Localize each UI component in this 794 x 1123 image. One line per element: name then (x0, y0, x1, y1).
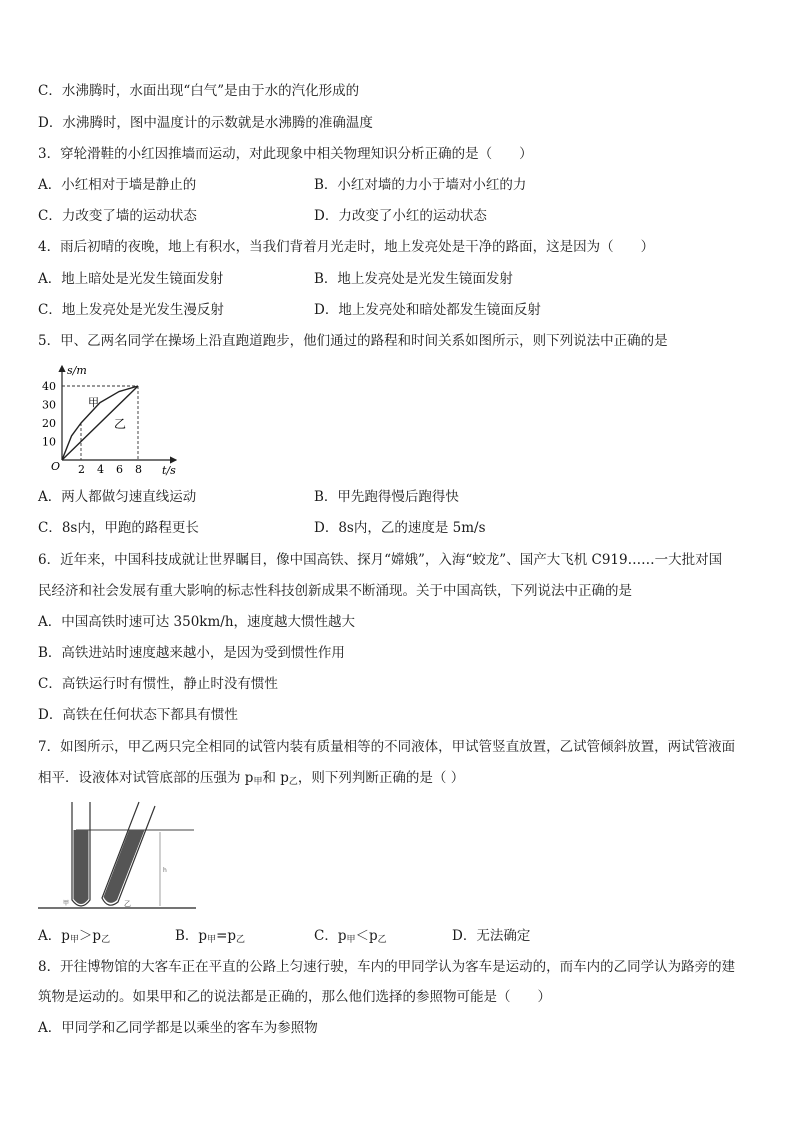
q3-option-d: D．力改变了小红的运动状态 (314, 208, 487, 224)
q7-test-tube-figure (36, 800, 200, 914)
q4-stem: 4．雨后初晴的夜晚，地上有积水，当我们背着月光走时，地上发亮处是干净的路面，这是因为（ ） (38, 239, 655, 255)
q6-option-d: D．高铁在任何状态下都具有惯性 (38, 707, 238, 723)
q6-stem-line2: 民经济和社会发展有重大影响的标志性科技创新成果不断涌现。关于中国高铁，下列说法中正确的是 (38, 583, 632, 599)
q7-tube-yi (102, 802, 155, 905)
q4-option-c: C．地上发亮处是光发生漫反射 (38, 302, 224, 318)
q8-stem-line2: 筑物是运动的。如果甲和乙的说法都是正确的，那么他们选择的参照物可能是（ ） (38, 989, 551, 1005)
q5-xtick-2: 2 (78, 463, 85, 476)
q5-xtick-8: 8 (135, 463, 142, 476)
q5-label-jia: 甲 (88, 396, 99, 409)
q7-option-d: D．无法确定 (452, 928, 531, 944)
q5-ytick-20: 20 (42, 417, 56, 430)
q8-stem-line1: 8．开往博物馆的大客车正在平直的公路上匀速行驶，车内的甲同学认为客车是运动的，而车内的乙同学认为路旁的建 (38, 959, 736, 975)
q5-ytick-10: 10 (42, 435, 56, 449)
q7-label-h: h (163, 867, 167, 874)
q3-option-a: A．小红相对于墙是静止的 (38, 177, 197, 193)
q6-option-b: B．高铁进站时速度越来越小，是因为受到惯性作用 (38, 645, 345, 661)
q5-option-d: D．8s内，乙的速度是 5m/s (314, 520, 486, 536)
q5-stem: 5．甲、乙两名同学在操场上沿直跑道跑步，他们通过的路程和时间关系如图所示，则下列说法中正确的是 (38, 333, 668, 349)
q8-option-a: A．甲同学和乙同学都是以乘坐的客车为参照物 (38, 1020, 318, 1036)
q7-stem-line1: 7．如图所示，甲乙两只完全相同的试管内装有质量相等的不同液体，甲试管竖直放置，乙试管倾斜放置，两试管液面 (38, 739, 736, 755)
q5-st-graph (34, 360, 184, 476)
q5-xlabel: t/s (162, 464, 176, 476)
q4-option-b: B．地上发亮处是光发生镜面发射 (314, 271, 513, 287)
q7-option-c: C．$p_甲<p_乙$ (314, 928, 387, 945)
q4-option-a: A．地上暗处是光发生镜面发射 (38, 271, 224, 287)
q5-series-yi (62, 386, 138, 460)
q7-label-jia: 甲 (63, 900, 70, 907)
q5-option-c: C．8s内，甲跑的路程更长 (38, 520, 199, 536)
q7-option-a: A．$p_甲>p_乙$ (38, 928, 111, 945)
q5-option-b: B．甲先跑得慢后跑得快 (314, 489, 459, 505)
q7-label-yi: 乙 (124, 900, 131, 908)
q6-stem-line1: 6．近年来，中国科技成就让世界瞩目，像中国高铁、探月“嫦娥”，入海“蛟龙”、国产大飞机 C919……一大批对国 (38, 552, 723, 568)
q6-option-c: C．高铁运行时有惯性，静止时没有惯性 (38, 676, 278, 692)
q5-origin: O (51, 460, 61, 473)
q7-tube-jia (72, 802, 90, 906)
q4-option-d: D．地上发亮处和暗处都发生镜面反射 (314, 302, 541, 318)
q5-xtick-4: 4 (97, 463, 104, 476)
q5-xtick-6: 6 (116, 463, 123, 476)
q2-option-d: D．水沸腾时，图中温度计的示数就是水沸腾的准确温度 (38, 115, 373, 131)
q3-option-b: B．小红对墙的力小于墙对小红的力 (314, 177, 527, 193)
q6-option-a: A．中国高铁时速可达 350km/h，速度越大惯性越大 (38, 614, 356, 630)
q7-stem-line2: 相平．设液体对试管底部的压强为 $p_甲$和 $p_乙$，则下列判断正确的是（ ） (38, 770, 465, 787)
q5-option-a: A．两人都做匀速直线运动 (38, 489, 197, 505)
q5-ytick-40: 40 (42, 380, 56, 393)
q2-option-c: C．水沸腾时，水面出现“白气”是由于水的汽化形成的 (38, 83, 360, 99)
q5-ylabel: s/m (67, 364, 87, 377)
q5-label-yi: 乙 (114, 417, 127, 431)
q5-ytick-30: 30 (42, 398, 56, 412)
q3-stem: 3．穿轮滑鞋的小红因推墙而运动，对此现象中相关物理知识分析正确的是（ ） (38, 146, 533, 162)
q7-option-b: B．$p_甲=p_乙$ (175, 928, 246, 945)
q3-option-c: C．力改变了墙的运动状态 (38, 208, 197, 224)
